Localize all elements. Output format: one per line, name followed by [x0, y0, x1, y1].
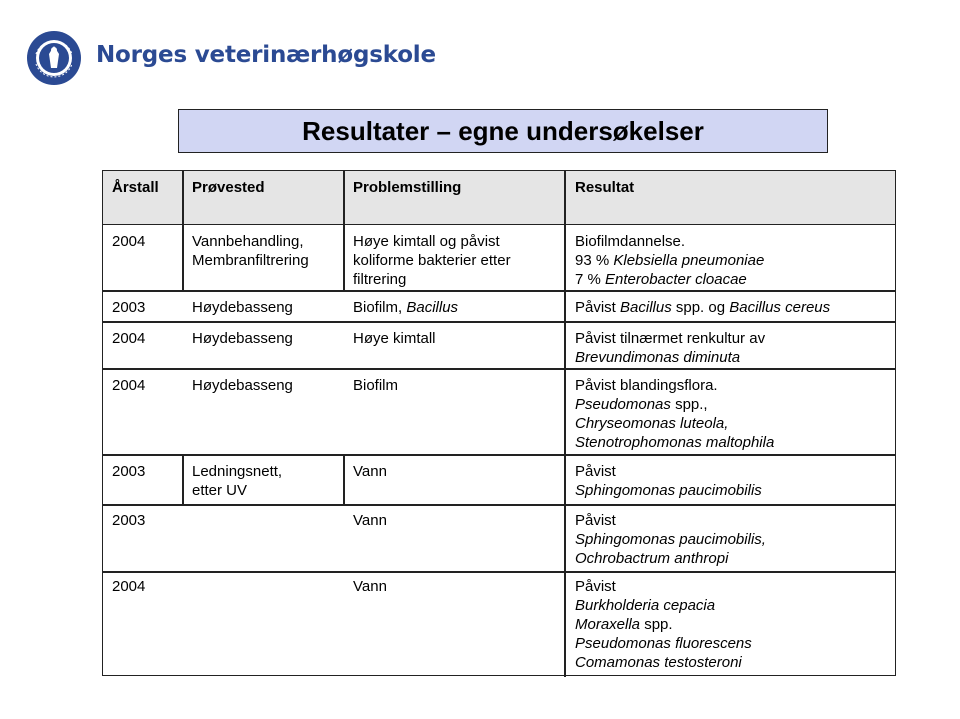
cell-problem: Vann — [353, 463, 387, 480]
row-divider — [182, 225, 184, 290]
cell-result: Påvist blandingsflora. Pseudomonas spp., Chryseomonas luteola, Stenotrophomonas maltophila — [575, 377, 775, 451]
cell-problem: Biofilm — [353, 377, 399, 394]
column-header-problem: Problemstilling — [353, 179, 462, 196]
cell-year: 2003 — [112, 463, 146, 480]
cell-site: Høydebasseng — [192, 330, 293, 347]
row-divider — [103, 454, 895, 456]
row-divider — [103, 504, 895, 506]
cell-year: 2004 — [112, 377, 146, 394]
school-name-logo: Norges veterinærhøgskole — [96, 42, 436, 68]
cell-result: Påvist Bacillus spp. og Bacillus cereus — [575, 299, 831, 316]
row-divider — [564, 504, 566, 571]
cell-site: Høydebasseng — [192, 299, 293, 316]
cell-problem: Høye kimtall og påvist koliforme bakterier etter filtrering — [353, 233, 511, 288]
row-divider — [103, 321, 895, 323]
cell-problem: Biofilm, Bacillus — [353, 299, 459, 316]
row-divider — [564, 571, 566, 677]
cell-site: Vannbehandling, Membranfiltrering — [192, 233, 309, 269]
slide-title-box — [178, 109, 828, 153]
row-divider — [182, 454, 184, 504]
cell-site: Ledningsnett, etter UV — [192, 463, 283, 499]
cell-year: 2004 — [112, 330, 146, 347]
row-divider — [564, 225, 566, 290]
row-divider — [564, 368, 566, 454]
row-divider — [103, 571, 895, 573]
cell-problem: Vann — [353, 512, 387, 529]
row-divider — [343, 225, 345, 290]
cell-problem: Høye kimtall — [353, 330, 436, 347]
column-header-result: Resultat — [575, 179, 635, 196]
cell-result: Påvist Burkholderia cepacia Moraxella spp. Pseudomonas fluorescens Comamonas testosteroni — [575, 578, 752, 671]
row-divider — [343, 454, 345, 504]
cell-result: Påvist Sphingomonas paucimobilis — [575, 463, 762, 499]
cell-result: Påvist Sphingomonas paucimobilis, Ochrobactrum anthropi — [575, 512, 766, 567]
row-divider — [564, 321, 566, 368]
cell-year: 2003 — [112, 299, 146, 316]
column-header-site: Prøvested — [192, 179, 265, 196]
row-divider — [103, 368, 895, 370]
school-seal-logo — [26, 30, 82, 86]
cell-problem: Vann — [353, 578, 387, 595]
cell-site: Høydebasseng — [192, 377, 293, 394]
header-divider — [564, 171, 566, 225]
header-divider — [182, 171, 184, 225]
header-divider — [343, 171, 345, 225]
row-divider — [564, 290, 566, 321]
cell-year: 2003 — [112, 512, 146, 529]
cell-result: Biofilmdannelse. 93 % Klebsiella pneumoniae 7 % Enterobacter cloacae — [575, 233, 765, 288]
results-table — [102, 170, 896, 676]
column-header-year: Årstall — [112, 179, 159, 196]
row-divider — [564, 454, 566, 504]
cell-year: 2004 — [112, 578, 146, 595]
slide-title: Resultater – egne undersøkelser — [302, 115, 704, 146]
cell-year: 2004 — [112, 233, 146, 250]
row-divider — [103, 290, 895, 292]
cell-result: Påvist tilnærmet renkultur av Brevundimonas diminuta — [575, 330, 766, 366]
